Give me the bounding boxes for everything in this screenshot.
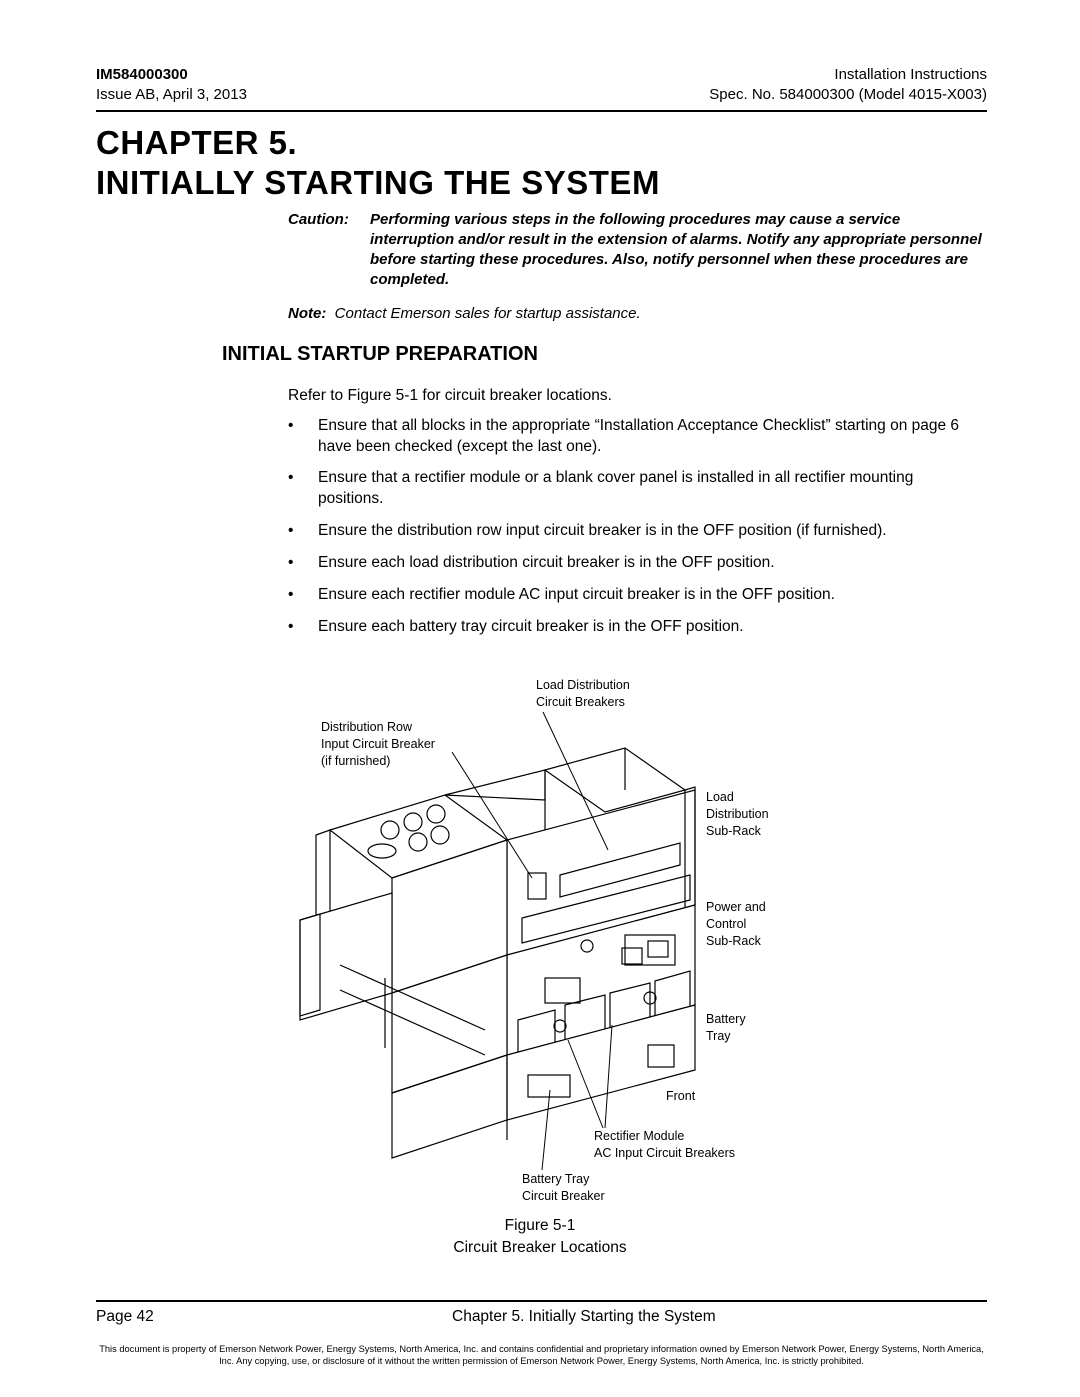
- bullet-marker: •: [288, 586, 294, 603]
- page-number: Page 42: [96, 1308, 154, 1325]
- figure-title: Circuit Breaker Locations: [453, 1239, 627, 1256]
- chapter-title: INITIALLY STARTING THE SYSTEM: [96, 164, 660, 201]
- issue-date: Issue AB, April 3, 2013: [96, 86, 247, 103]
- bullet-marker: •: [288, 469, 294, 486]
- label-line: Battery: [706, 1012, 746, 1026]
- doc-type: Installation Instructions: [834, 66, 987, 83]
- bullet-item: Ensure each load distribution circuit breaker is in the OFF position.: [318, 554, 775, 571]
- legal-notice: This document is property of Emerson Network Power, Energy Systems, North America, Inc. and contains confidential and proprietary information owned by Emerson Network Power, Energy Systems, North America, Inc. Any copying, use, or disclosure of it without the written permission of Emerson Network Power, Energy Systems, North America, Inc. is strictly prohibited.: [99, 1344, 984, 1366]
- footer-rule: [96, 1300, 987, 1302]
- spec-number: Spec. No. 584000300 (Model 4015-X003): [709, 86, 987, 103]
- label-line: Rectifier Module: [594, 1129, 685, 1143]
- label-line: Power and: [706, 900, 766, 914]
- caution-text: Performing various steps in the following procedures may cause a service interruption and/or result in the extension of alarms. Notify any appropriate personnel before starting these procedures. Also, notify personnel when these procedures are completed.: [370, 211, 982, 288]
- label-load-distribution-cb: [536, 677, 630, 711]
- bullet-item: Ensure each rectifier module AC input circuit breaker is in the OFF position.: [318, 586, 835, 603]
- label-line: Circuit Breakers: [536, 695, 625, 709]
- label-line: Load: [706, 790, 734, 804]
- bullet-marker: •: [288, 618, 294, 635]
- label-line: Distribution: [706, 807, 769, 821]
- bullet-item: Ensure each battery tray circuit breaker is in the OFF position.: [318, 618, 744, 635]
- label-line: Input Circuit Breaker: [321, 737, 435, 751]
- chapter-number: CHAPTER 5.: [96, 124, 298, 161]
- doc-id: IM584000300: [96, 66, 188, 83]
- note-text: Contact Emerson sales for startup assistance.: [334, 305, 641, 322]
- section-intro: Refer to Figure 5-1 for circuit breaker locations.: [288, 387, 612, 404]
- note-label: Note:: [288, 305, 327, 322]
- label-line: Battery Tray: [522, 1172, 590, 1186]
- label-line: Tray: [706, 1029, 731, 1043]
- label-load-subrack: [706, 789, 769, 840]
- figure-number: Figure 5-1: [504, 1217, 576, 1234]
- label-line: Sub-Rack: [706, 934, 761, 948]
- label-front: Front: [666, 1089, 696, 1103]
- label-battery-tray-cb: [522, 1171, 605, 1205]
- label-line: (if furnished): [321, 754, 391, 768]
- footer-chapter: Chapter 5. Initially Starting the System: [452, 1308, 716, 1325]
- label-line: Control: [706, 917, 747, 931]
- label-line: Load Distribution: [536, 678, 630, 692]
- bullet-item: Ensure that a rectifier module or a blank cover panel is installed in all rectifier mounting positions.: [318, 469, 914, 507]
- label-power-control-subrack: [706, 899, 766, 950]
- label-rectifier-cb: [594, 1128, 735, 1162]
- bullet-item: Ensure that all blocks in the appropriate “Installation Acceptance Checklist” starting on page 6 have been checked (except the last one).: [318, 417, 960, 455]
- label-line: Sub-Rack: [706, 824, 761, 838]
- bullet-marker: •: [288, 554, 294, 571]
- bullet-marker: •: [288, 522, 294, 539]
- bullet-marker: •: [288, 417, 294, 434]
- section-heading: INITIAL STARTUP PREPARATION: [222, 343, 538, 365]
- label-line: Distribution Row: [321, 720, 413, 734]
- caution-label: Caution:: [288, 211, 349, 228]
- label-line: Circuit Breaker: [522, 1189, 605, 1203]
- bullet-item: Ensure the distribution row input circuit breaker is in the OFF position (if furnished).: [318, 522, 887, 539]
- label-line: AC Input Circuit Breakers: [594, 1146, 736, 1160]
- label-distribution-row: [321, 719, 435, 770]
- label-battery-tray: [706, 1011, 746, 1045]
